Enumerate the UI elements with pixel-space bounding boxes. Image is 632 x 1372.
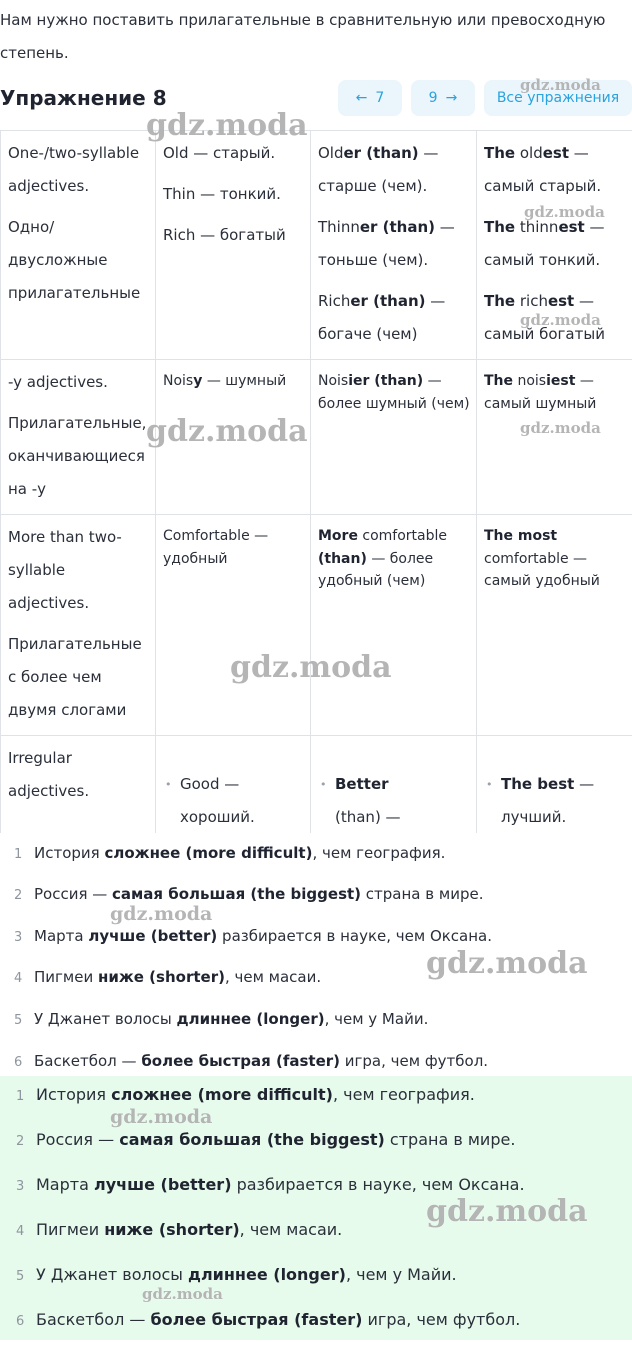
- stem: comfortable: [357, 528, 448, 544]
- translation: comfortable — самый удобный: [484, 550, 600, 589]
- table-cell: [156, 515, 311, 736]
- translation: — старше (чем).: [318, 144, 439, 195]
- translation: хороший.: [180, 808, 255, 826]
- item-text: Марта лучше (better) разбирается в науке, чем Оксана.: [36, 1175, 525, 1194]
- positive-form: Rich — богатый: [163, 226, 286, 244]
- watermark: gdz.moda: [426, 1194, 588, 1229]
- type-ru: Одно/ двусложные прилагательные: [8, 218, 141, 302]
- bullet-list: [484, 742, 626, 833]
- suffix: er (than): [350, 292, 426, 310]
- table-cell: [1, 131, 156, 360]
- translation: — самый старый.: [484, 144, 602, 195]
- comparative-form: [318, 137, 470, 203]
- translation: лучший.: [501, 808, 567, 826]
- intro-line-2: степень.: [0, 44, 69, 62]
- superlative-form: The best: [501, 775, 575, 793]
- translation: — тоньше (чем).: [318, 218, 455, 269]
- watermark: gdz.moda: [426, 946, 588, 981]
- table-cell: [311, 736, 477, 834]
- table-cell: [1, 360, 156, 515]
- table-cell: [477, 360, 632, 515]
- positive-form: [163, 370, 304, 393]
- translation: — самый тонкий.: [484, 218, 605, 269]
- item-text: Марта лучше (better) разбирается в науке, чем Оксана.: [34, 927, 493, 945]
- list-item: [0, 885, 483, 903]
- adjectives-table: [0, 130, 632, 833]
- item-number: 5: [14, 1013, 23, 1028]
- table-row: [1, 360, 632, 515]
- next-exercise-label: 9: [428, 90, 438, 106]
- list-item: [0, 1265, 457, 1284]
- list-item: [0, 1010, 428, 1028]
- item-number: 4: [16, 1224, 25, 1239]
- type-en: More than two-syllable adjectives.: [8, 528, 122, 612]
- stem: nois: [513, 373, 547, 389]
- item-number: 5: [16, 1269, 25, 1284]
- table-cell: [1, 515, 156, 736]
- table-cell: [311, 360, 477, 515]
- article: The: [484, 373, 514, 389]
- item-text: История сложнее (more difficult), чем география.: [36, 1085, 475, 1104]
- article: The: [484, 292, 516, 310]
- item-text: Россия — самая большая (the biggest) страна в мире.: [34, 885, 484, 903]
- item-text: Пигмеи ниже (shorter), чем масаи.: [34, 968, 322, 986]
- item-text: Россия — самая большая (the biggest) страна в мире.: [36, 1130, 516, 1149]
- list-item: [0, 1310, 520, 1329]
- translation: — шумный: [202, 373, 287, 389]
- translation: — более удобный (чем): [318, 550, 434, 589]
- list-item: [0, 1175, 525, 1194]
- exercise-title: Упражнение 8: [0, 86, 167, 110]
- item-number: 3: [16, 1179, 25, 1194]
- list-item: [0, 1130, 515, 1149]
- type-en: Irregular adjectives.: [8, 749, 90, 800]
- bullet-list: [318, 742, 470, 833]
- stem: Old: [318, 144, 344, 162]
- stem: Nois: [163, 373, 194, 389]
- suffix: y: [193, 373, 203, 389]
- than-word: (than): [318, 550, 367, 567]
- item-number: 1: [14, 847, 23, 862]
- list-item: [484, 768, 626, 833]
- table-cell: [311, 515, 477, 736]
- bullet-list: [163, 742, 304, 833]
- prev-exercise-button[interactable]: [338, 80, 402, 116]
- watermark: gdz.moda: [520, 311, 601, 329]
- item-number: 2: [16, 1134, 25, 1149]
- list-item: [0, 1220, 342, 1239]
- item-number: 3: [14, 930, 23, 945]
- comparative-form: [318, 285, 470, 351]
- translation: — самый шумный: [484, 373, 597, 412]
- stem: Nois: [318, 373, 349, 389]
- intro-text: [0, 4, 632, 70]
- suffix: er (than): [359, 218, 436, 236]
- table-cell: [477, 736, 632, 834]
- watermark: gdz.moda: [110, 903, 213, 925]
- item-text: Баскетбол — более быстрая (faster) игра, чем футбол.: [36, 1310, 521, 1329]
- table-cell: [477, 515, 632, 736]
- positive-form: Old — старый.: [163, 144, 276, 162]
- suffix: est: [547, 292, 575, 310]
- suffix: ier (than): [348, 373, 424, 389]
- comparative-form: Better: [335, 775, 389, 793]
- comparative-form: [318, 211, 470, 277]
- stem: rich: [515, 292, 548, 310]
- suffix: est: [558, 218, 585, 236]
- item-text: Баскетбол — более быстрая (faster) игра, чем футбол.: [34, 1052, 489, 1070]
- list-item: [0, 1052, 488, 1070]
- list-item: [0, 1085, 475, 1104]
- item-text: Пигмеи ниже (shorter), чем масаи.: [36, 1220, 343, 1239]
- table-row: [1, 515, 632, 736]
- watermark: gdz.moda: [524, 203, 605, 221]
- type-ru: Прилагательные, оканчивающиеся на -у: [8, 414, 147, 498]
- translation: — более шумный (чем): [318, 373, 470, 412]
- item-number: 2: [14, 888, 23, 903]
- watermark: gdz.moda: [110, 1106, 213, 1128]
- prev-exercise-label: 7: [375, 90, 385, 106]
- watermark: gdz.moda: [146, 414, 308, 449]
- type-en: One-/two-syllable adjectives.: [8, 144, 140, 195]
- item-number: 6: [16, 1314, 25, 1329]
- list-item: [318, 768, 470, 833]
- suffix: iest: [546, 373, 576, 389]
- watermark: gdz.moda: [520, 419, 601, 437]
- positive-form: Thin — тонкий.: [163, 185, 281, 203]
- positive-form: Good —: [180, 775, 240, 793]
- watermark: gdz.moda: [142, 1285, 223, 1303]
- comparative-form: [318, 370, 470, 415]
- table-row: [1, 736, 632, 834]
- translation: — богаче (чем): [318, 292, 446, 343]
- item-number: 1: [16, 1089, 25, 1104]
- stem: old: [515, 144, 543, 162]
- type-ru: Прилагательные с более чем двумя слогами: [8, 635, 142, 719]
- watermark: gdz.moda: [230, 650, 392, 685]
- more-word: More: [318, 528, 358, 544]
- than-word: (than) —: [335, 808, 401, 826]
- table-cell: [156, 736, 311, 834]
- stem: thinn: [515, 218, 559, 236]
- translation: — самый богатый: [484, 292, 605, 343]
- table-cell: [311, 131, 477, 360]
- dash: —: [574, 775, 595, 793]
- stem: Rich: [318, 292, 351, 310]
- item-number: 6: [14, 1055, 23, 1070]
- table-cell: [156, 131, 311, 360]
- list-item: [163, 768, 304, 833]
- article: The: [484, 144, 516, 162]
- item-text: У Джанет волосы длиннее (longer), чем у Майи.: [34, 1010, 429, 1028]
- arrow-right-icon: →: [445, 90, 458, 106]
- suffix: er (than): [343, 144, 419, 162]
- item-number: 4: [14, 971, 23, 986]
- watermark: gdz.moda: [520, 76, 601, 94]
- superlative-form: [484, 370, 626, 415]
- list-item: [0, 927, 492, 945]
- item-text: У Джанет волосы длиннее (longer), чем у Майи.: [36, 1265, 457, 1284]
- item-text: История сложнее (more difficult), чем география.: [34, 844, 446, 862]
- table-cell: [1, 736, 156, 834]
- intro-line-1: Нам нужно поставить прилагательные в сравнительную или превосходную: [0, 11, 606, 29]
- superlative-form: [484, 525, 626, 593]
- all-exercises-label: Все упражнения: [496, 90, 620, 106]
- next-exercise-button[interactable]: [411, 80, 475, 116]
- superlative-form: [484, 137, 626, 203]
- positive-form: Comfortable — удобный: [163, 528, 269, 567]
- article: The: [484, 218, 516, 236]
- the-most-words: The most: [484, 528, 558, 544]
- type-en: -y adjectives.: [8, 373, 108, 391]
- comparative-form: [318, 525, 470, 593]
- list-item: [0, 968, 321, 986]
- suffix: est: [542, 144, 570, 162]
- stem: Thinn: [318, 218, 360, 236]
- list-item: [0, 844, 445, 862]
- watermark: gdz.moda: [146, 108, 308, 143]
- arrow-left-icon: ←: [355, 90, 368, 106]
